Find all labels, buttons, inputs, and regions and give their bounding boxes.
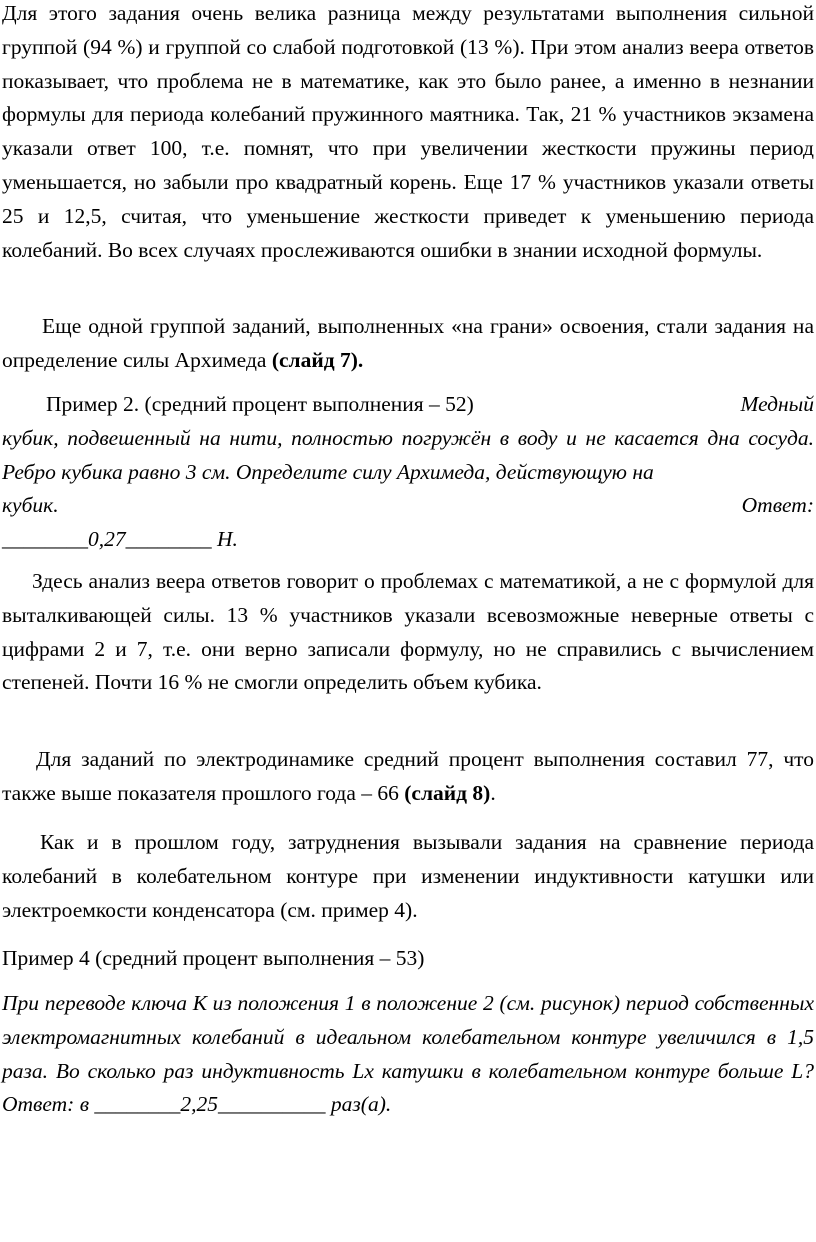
- paragraph-math-problems: Здесь анализ веера ответов говорит о проблемах с математикой, а не с формулой для выталкивающей силы. 13 % участников указали всевозможные неверные ответы с цифрами 2 и 7, т.е. они верно записали формулу, но не справились с вычислением степеней. Почти 16 % не смогли определить объем кубика.: [2, 569, 814, 695]
- example-2-task-start: Медный: [740, 392, 814, 416]
- paragraph-oscillation-difficulties: Как и в прошлом году, затруднения вызывали задания на сравнение периода колебаний в колебательном контуре при изменении индуктивности катушки или электроемкости конденсатора (см. пример 4).: [2, 830, 814, 922]
- paragraph-pendulum-analysis: Для этого задания очень велика разница между результатами выполнения сильной группой (94 %) и группой со слабой подготовкой (13 %). При этом анализ веера ответов показывает, что проблема не в математике, как это было ранее, а именно в незнании формулы для периода колебаний пружинного маятника. Так, 21 % участников экзамена указали ответ 100, т.е. помнят, что при увеличении жесткости пружины период уменьшается, но забыли про квадратный корень. Еще 17 % участников указали ответы 25 и 12,5, считая, что уменьшение жесткости приведет к уменьшению периода колебаний. Во всех случаях прослеживаются ошибки в знании исходной формулы.: [2, 1, 814, 262]
- paragraph-archimedes-intro: [2, 310, 814, 378]
- example-2: [2, 388, 814, 557]
- electrodynamics-text: Для заданий по электродинамике средний процент выполнения составил 77, что также выше показателя прошлого года – 66: [2, 747, 814, 805]
- example-2-answer-label: Ответ:: [741, 493, 814, 518]
- example-4-heading: Пример 4 (средний процент выполнения – 53): [2, 946, 425, 970]
- example-2-task-end-line: [2, 489, 814, 523]
- example-2-answer: ________0,27________ Н.: [2, 527, 238, 552]
- example-2-heading: Пример 2. (средний процент выполнения – 52): [46, 392, 474, 416]
- slide-8-ref: (слайд 8): [404, 780, 491, 805]
- archimedes-intro-text: Еще одной группой заданий, выполненных «на грани» освоения, стали задания на определение силы Архимеда: [2, 314, 814, 372]
- slide-7-ref: (слайд 7).: [271, 347, 364, 372]
- example-2-task-end: кубик.: [2, 493, 59, 518]
- example-2-task: кубик, подвешенный на нити, полностью погружён в воду и не касается дна сосуда. Ребро кубика равно 3 см. Определите силу Архимеда, действующую на: [2, 425, 814, 484]
- paragraph-electrodynamics: [2, 743, 814, 811]
- example-2-header-line: [2, 388, 814, 422]
- example-4-task: При переводе ключа К из положения 1 в положение 2 (см. рисунок) период собственных электромагнитных колебаний в идеальном колебательном контуре увеличился в 1,5 раза. Во сколько раз индуктивность Lx катушки в колебательном контуре больше L? Ответ: в ________2,25__________ раз(а).: [2, 991, 814, 1117]
- electrodynamics-end: .: [490, 780, 496, 805]
